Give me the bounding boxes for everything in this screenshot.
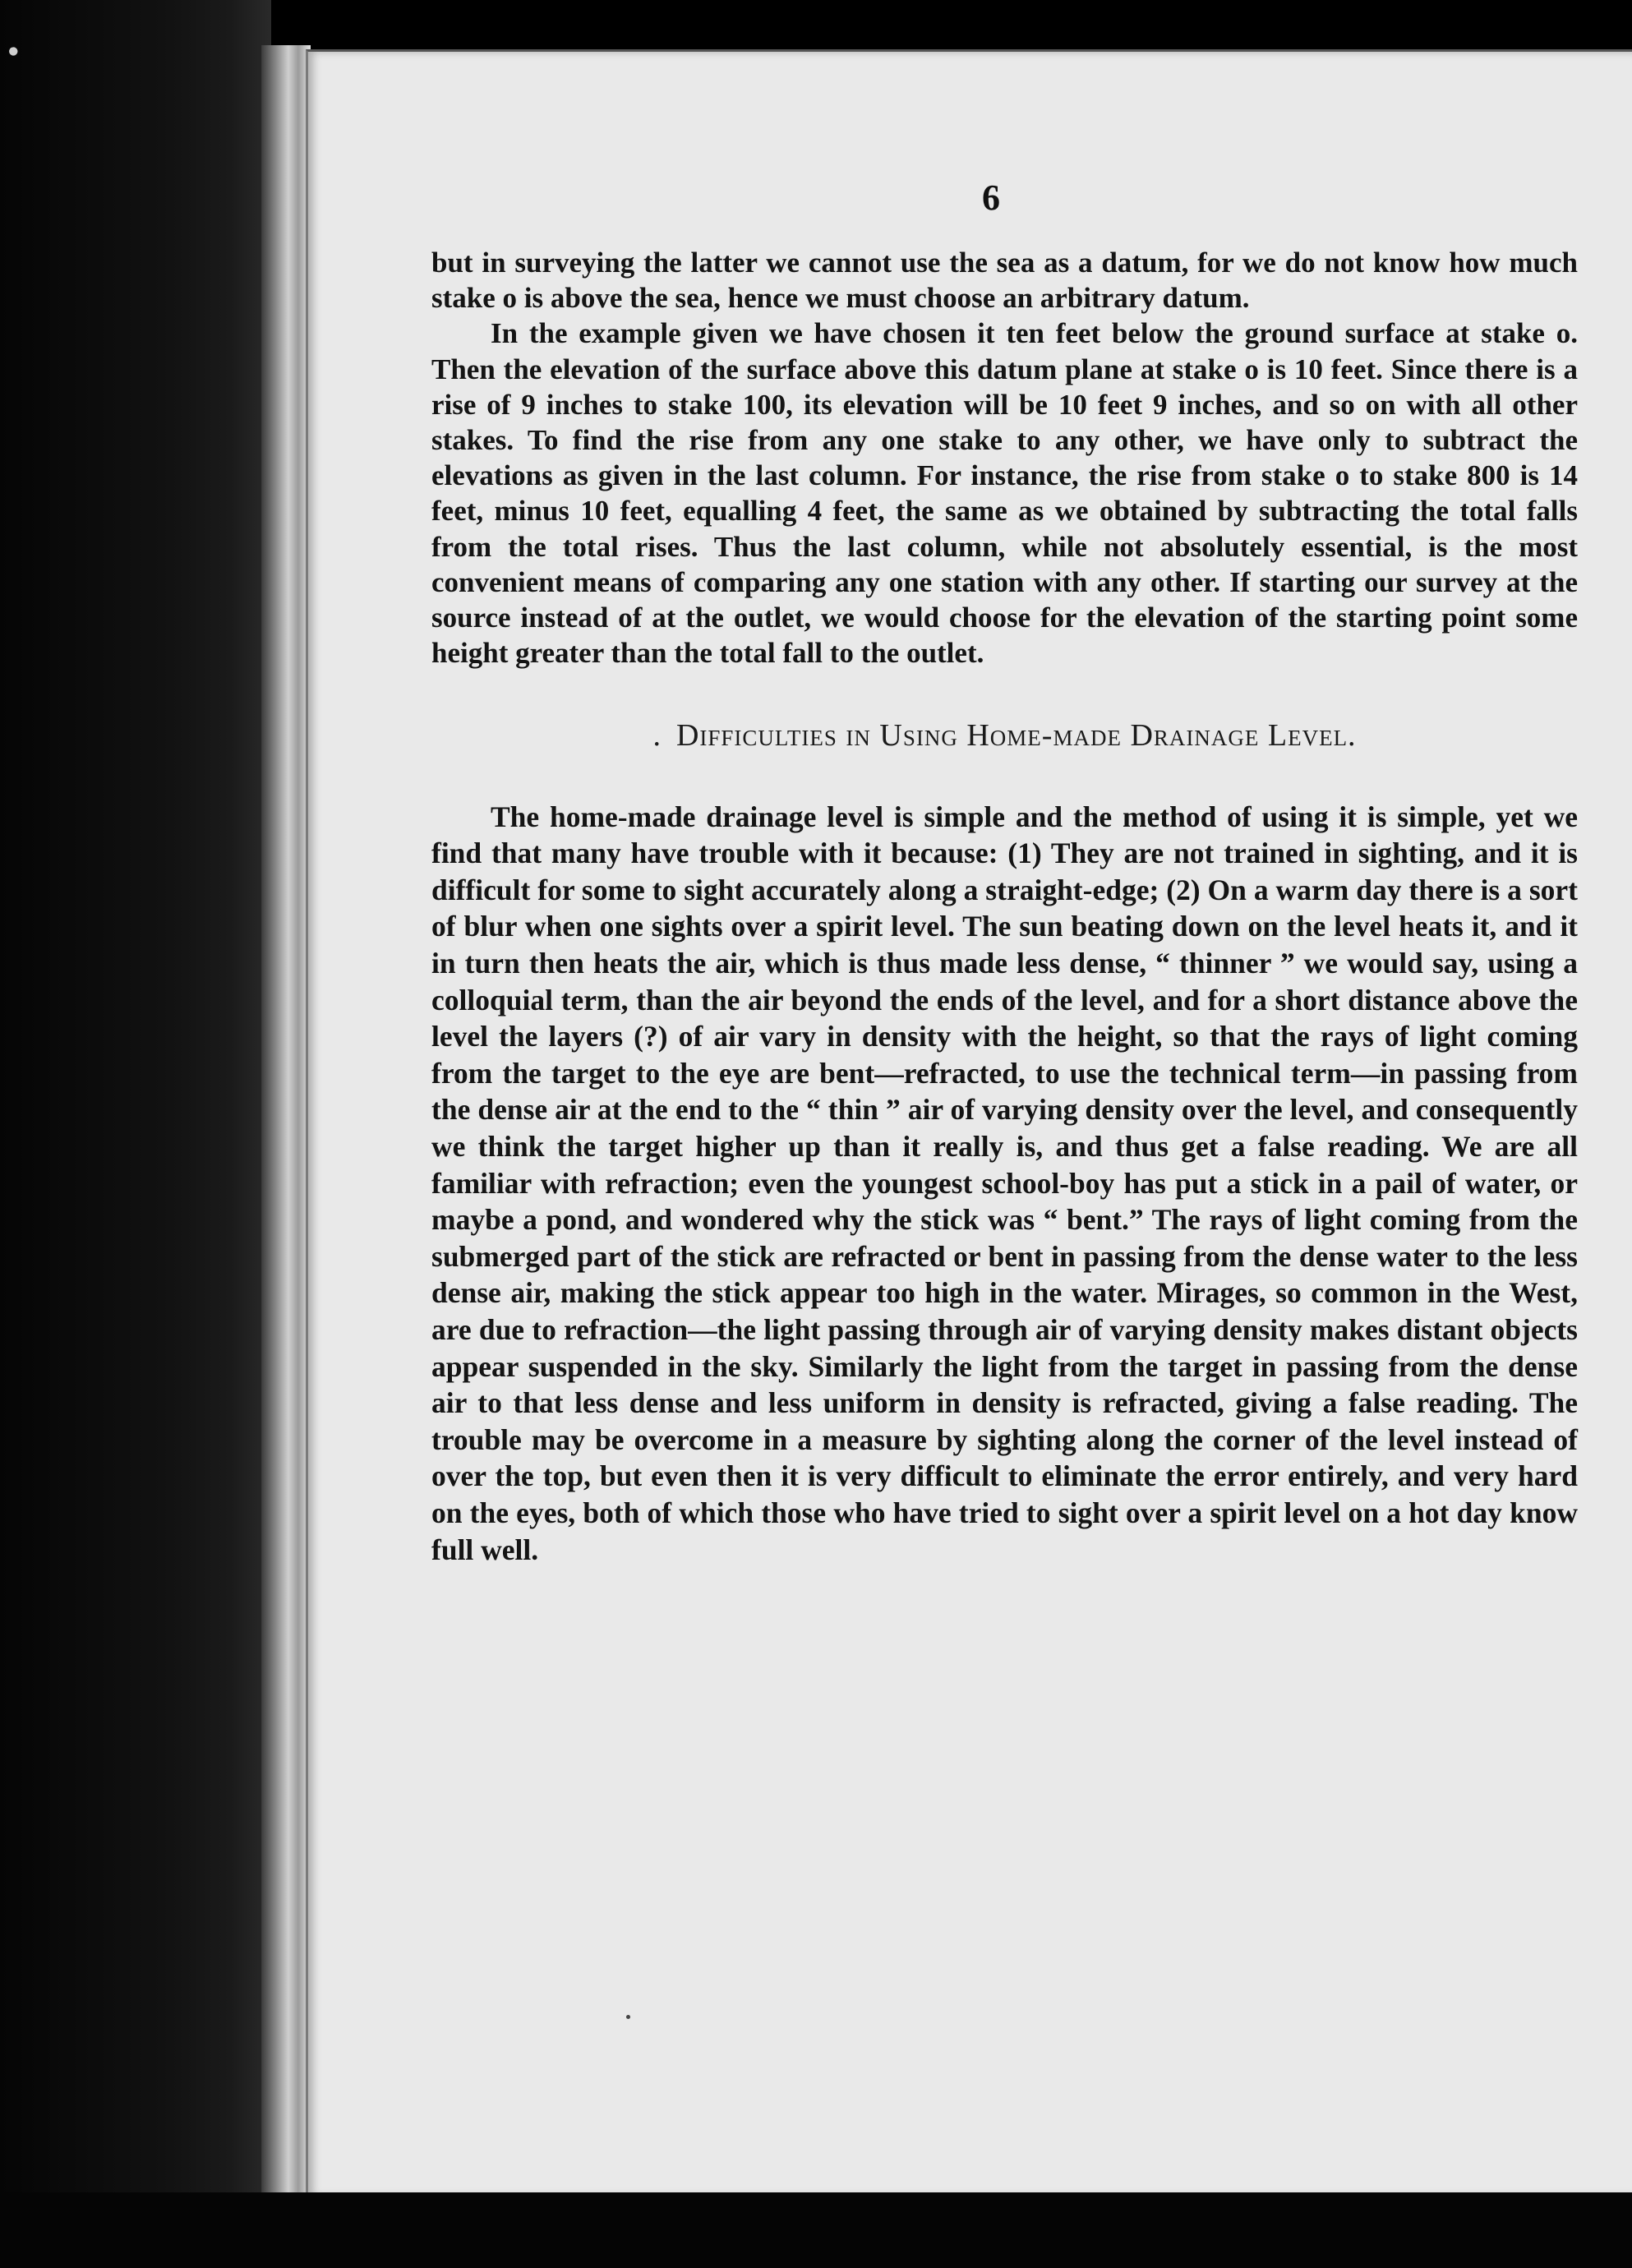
scan-dark-margin	[0, 0, 271, 2268]
scan-corner-mark: ●	[2, 39, 24, 64]
scan-speck	[626, 2015, 630, 2019]
page-number: 6	[982, 177, 1000, 218]
paragraph-datum-example: In the example given we have chosen it ten feet below the ground surface at stake o. Then the elevation of the surface above this datum plane at stake o is 10 feet. Since there is a rise of 9 inches to stake 100, its elevation will be 10 feet 9 inches, and so on with all other stakes. To find the rise from any one stake to any other, we have only to subtract the elevations as given in the last column. For instance, the rise from stake o to stake 800 is 14 feet, minus 10 feet, equalling 4 feet, the same as we obtained by subtracting the total falls from the total rises. Thus the last column, while not absolutely essential, is the most convenient means of comparing any one station with any other. If starting our survey at the source instead of at the outlet, we would choose for the elevation of the starting point some height greater than the total fall to the outlet.	[431, 317, 1578, 670]
heading-bullet: .	[652, 718, 662, 754]
paragraph-continuation: but in surveying the latter we cannot use the sea as a datum, for we do not know how much stake o is above the sea, hence we must choose an arbitrary datum.	[431, 247, 1578, 315]
page-text	[431, 245, 1578, 1568]
book-page-edges	[261, 45, 311, 2198]
scan-bottom-margin	[0, 2192, 1632, 2268]
section-heading	[431, 718, 1578, 754]
section-heading-text: Difficulties in Using Home-made Drainage Level.	[675, 718, 1357, 754]
paragraph-difficulties: The home-made drainage level is simple and the method of using it is simple, yet we find that many have trouble with it because: (1) They are not trained in sighting, and it is difficult for some to sight accurately along a straight-edge; (2) On a warm day there is a sort of blur when one sights over a spirit level. The sun beating down on the level heats it, and it in turn then heats the air, which is thus made less dense, “ thinner ” we would say, using a colloquial term, than the air beyond the ends of the level, and for a short distance above the level the layers (?) of air vary in density with the height, so that the rays of light coming from the target to the eye are bent—refracted, to use the technical term—in passing from the dense air at the end to the “ thin ” air of varying density over the level, and consequently we think the target higher up than it really is, and thus get a false reading. We are all familiar with refraction; even the youngest school-boy has put a stick in a pail of water, or maybe a pond, and wondered why the stick was “ bent.” The rays of light coming from the submerged part of the stick are refracted or bent in passing from the dense water to the less dense air, making the stick appear too high in the water. Mirages, so common in the West, are due to refraction—the light passing through air of varying density makes distant objects appear suspended in the sky. Similarly the light from the target in passing from the dense air to that less dense and less uniform in density is refracted, giving a false reading. The trouble may be overcome in a measure by sighting along the corner of the level instead of over the top, but even then it is very difficult to eliminate the error entirely, and very hard on the eyes, both of which those who have tried to sight over a spirit level on a hot day know full well.	[431, 800, 1578, 1566]
